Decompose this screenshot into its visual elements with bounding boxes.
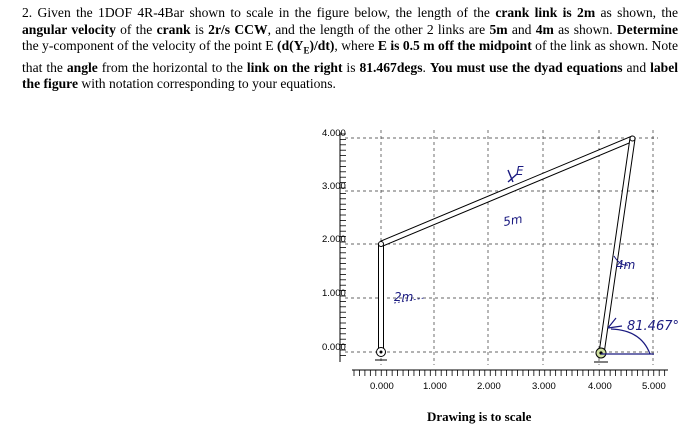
y-tick-label: 1.000 (322, 288, 346, 299)
figure-caption: Drawing is to scale (427, 409, 532, 424)
x-tick-label: 5.000 (642, 381, 666, 392)
ground-pivot-right (594, 348, 608, 362)
x-tick-label: 2.000 (477, 381, 501, 392)
grid (345, 130, 658, 365)
label-angle: 81.467° (627, 319, 679, 334)
y-tick-label: 0.000 (322, 342, 346, 353)
x-tick-label: 3.000 (532, 381, 556, 392)
x-tick-label: 0.000 (370, 381, 394, 392)
y-tick-label: 2.000 (322, 234, 346, 245)
joint (630, 136, 635, 141)
x-tick-label: 4.000 (588, 381, 612, 392)
label-crank-length: 2m (394, 290, 414, 304)
label-point-e: E (516, 164, 524, 178)
label-coupler-length: 5m (502, 211, 524, 229)
crank-link (379, 244, 384, 352)
angle-arrow (608, 318, 622, 328)
x-tick-label: 1.000 (423, 381, 447, 392)
y-tick-label: 3.000 (322, 181, 346, 192)
problem-statement: 2. Given the 1DOF 4R-4Bar shown to scale in the figure below, the length of the crank link is 2m as shown, the angular velocity of the crank is 2r/s CCW, and the length of the other 2 links are 5m and 4m as shown. Determine the y-component of the velocity of the point E $(d(Y_E)/dt)$, where E is 0.5 m off the midpoint of the link as shown. Note that the angle from the horizontal to the link on the right is 81.467degs. You must use the dyad equations and label the figure with notation corresponding to your equations. (22, 5, 679, 92)
x-ruler (352, 370, 668, 376)
label-rocker-length: 4m (616, 258, 636, 272)
joint (379, 242, 384, 247)
y-ruler (340, 132, 346, 362)
y-tick-label: 4.000 (322, 128, 346, 139)
